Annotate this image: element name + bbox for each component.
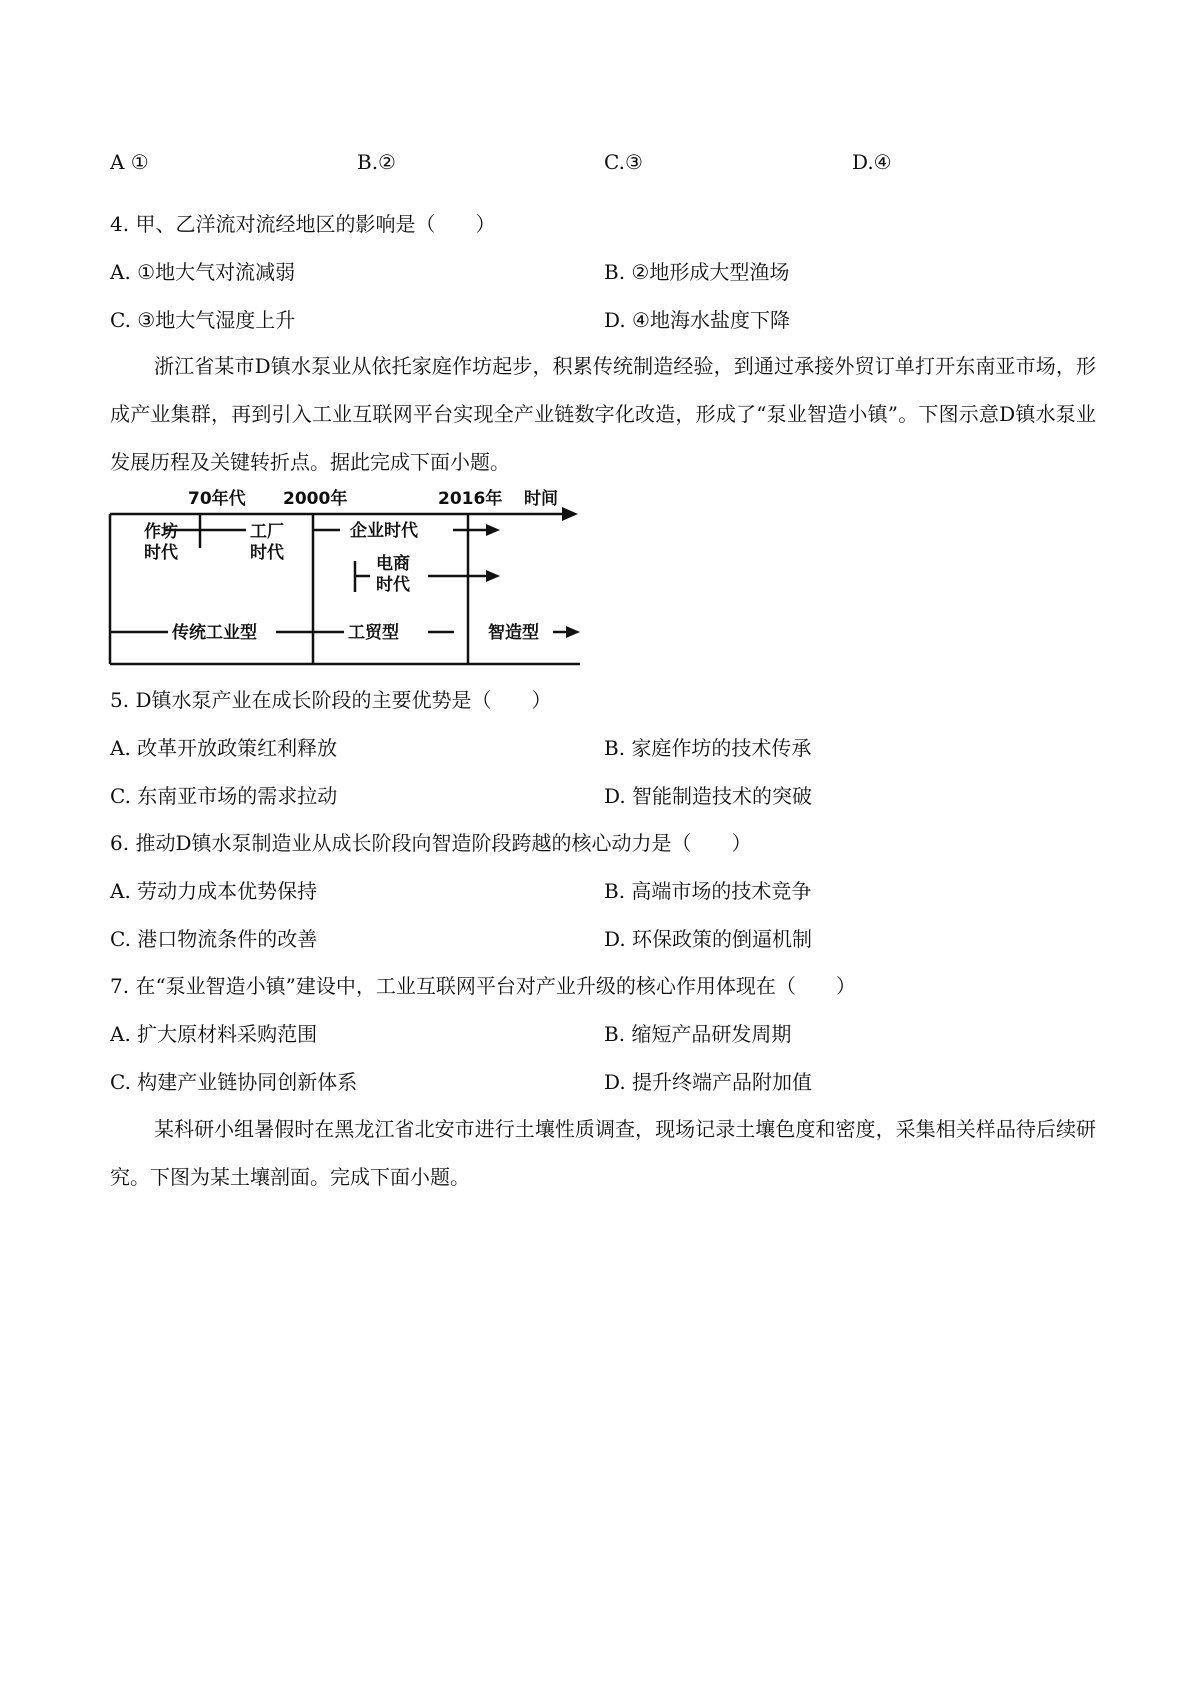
q4-option-a: A. ①地大气对流减弱: [110, 260, 296, 284]
q5-option-c: C. 东南亚市场的需求拉动: [110, 784, 338, 808]
era-factory-line1: 工厂: [250, 522, 284, 542]
q6-stem: 6. 推动D镇水泵制造业从成长阶段向智造阶段跨越的核心动力是（ ）: [110, 831, 752, 855]
stage-industry-trade: 工贸型: [348, 623, 399, 643]
q4-stem: 4. 甲、乙洋流对流经地区的影响是（ ）: [110, 212, 496, 236]
q7-option-c: C. 构建产业链协同创新体系: [110, 1070, 358, 1094]
time-label-2000: 2000年: [283, 489, 348, 509]
era-factory-line2: 时代: [250, 543, 284, 563]
passage-pump-industry: 浙江省某市D镇水泵业从依托家庭作坊起步，积累传统制造经验，到通过承接外贸订单打开东南亚市场，形成产业集群，再到引入工业互联网平台实现全产业链数字化改造，形成了“泵业智造小镇”。下图示意D镇水泵业发展历程及关键转折点。据此完成下面小题。: [110, 354, 1096, 474]
era-enterprise: 企业时代: [350, 521, 418, 541]
q5-stem: 5. D镇水泵产业在成长阶段的主要优势是（ ）: [110, 688, 552, 712]
q3-option-b: B.②: [357, 150, 396, 174]
q6-option-d: D. 环保政策的倒逼机制: [604, 927, 813, 951]
q5-option-a: A. 改革开放政策红利释放: [110, 736, 338, 760]
time-label-2016: 2016年: [438, 489, 503, 509]
era-workshop-line1: 作坊: [144, 522, 178, 542]
q4-option-c: C. ③地大气湿度上升: [110, 308, 296, 332]
q3-option-c: C.③: [604, 150, 643, 174]
q5-option-b: B. 家庭作坊的技术传承: [604, 736, 812, 760]
q4-option-b: B. ②地形成大型渔场: [604, 260, 790, 284]
time-axis-label: 时间: [524, 489, 558, 509]
q4-option-d: D. ④地海水盐度下降: [604, 308, 790, 332]
q6-option-c: C. 港口物流条件的改善: [110, 927, 318, 951]
stage-smart-manufacturing: 智造型: [488, 623, 539, 643]
stage-traditional: 传统工业型: [172, 623, 257, 643]
era-ecommerce-line2: 时代: [376, 575, 410, 595]
q7-option-a: A. 扩大原材料采购范围: [110, 1022, 318, 1046]
q7-option-d: D. 提升终端产品附加值: [604, 1070, 813, 1094]
q6-option-b: B. 高端市场的技术竞争: [604, 879, 812, 903]
era-ecommerce-line1: 电商: [376, 554, 410, 574]
q3-option-d: D.④: [852, 150, 892, 174]
development-timeline-diagram: [108, 486, 588, 668]
era-workshop-line2: 时代: [144, 543, 178, 563]
q6-option-a: A. 劳动力成本优势保持: [110, 879, 318, 903]
q7-option-b: B. 缩短产品研发周期: [604, 1022, 792, 1046]
time-label-70s: 70年代: [188, 489, 246, 509]
q7-stem: 7. 在“泵业智造小镇”建设中，工业互联网平台对产业升级的核心作用体现在（ ）: [110, 974, 856, 998]
q3-option-a: A ①: [110, 150, 149, 174]
q5-option-d: D. 智能制造技术的突破: [604, 784, 813, 808]
passage-soil-survey: 某科研小组暑假时在黑龙江省北安市进行土壤性质调查，现场记录土壤色度和密度，采集相关样品待后续研究。下图为某土壤剖面。完成下面小题。: [110, 1117, 1096, 1189]
